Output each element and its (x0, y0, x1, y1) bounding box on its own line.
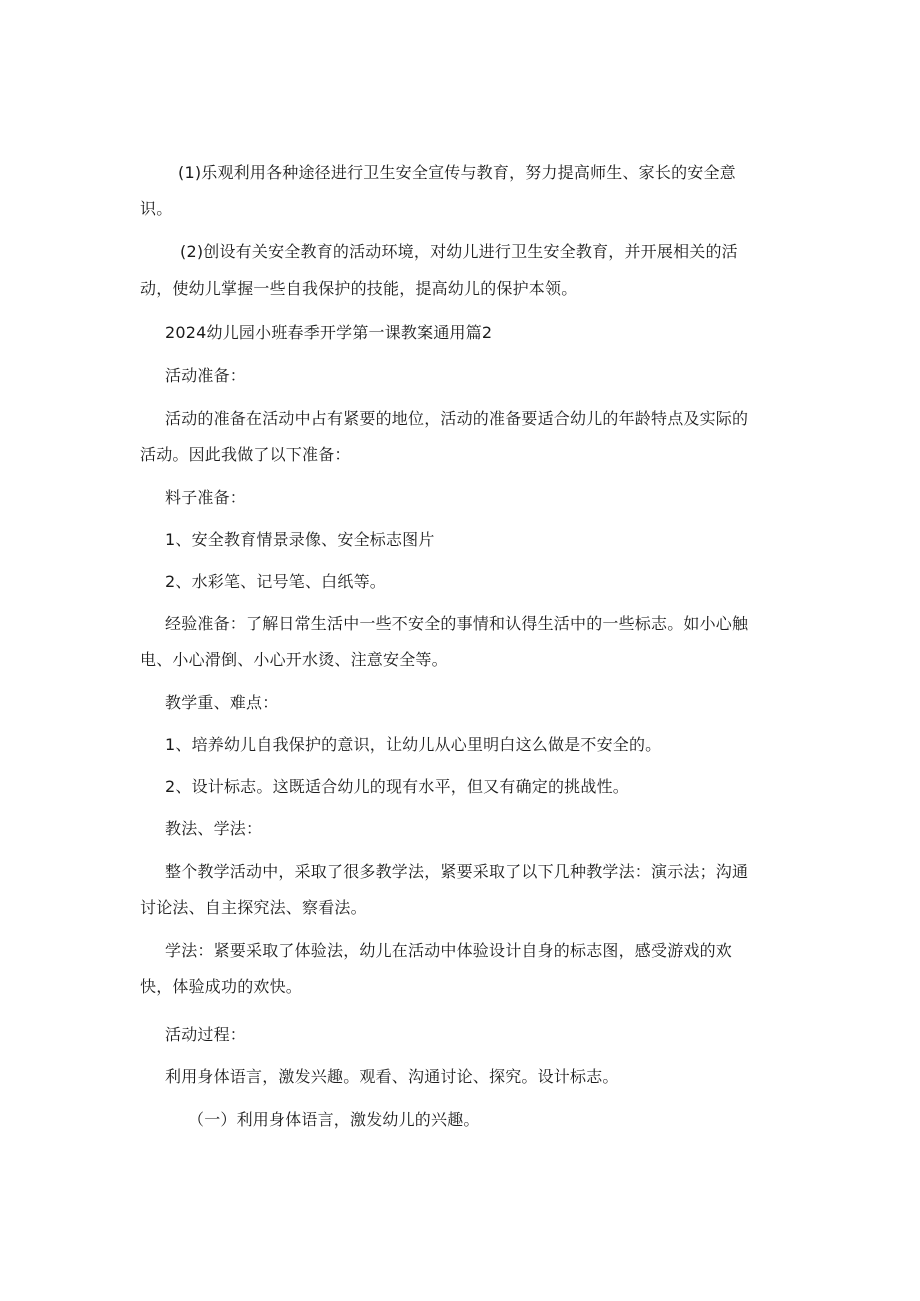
activity-preparation-label: 活动准备： (165, 366, 247, 385)
experience-preparation-line-1: 经验准备：了解日常生活中一些不安全的事情和认得生活中的一些标志。如小心触 (165, 614, 749, 633)
material-preparation-label: 料子准备： (165, 488, 247, 507)
key-point-2: 2、设计标志。这既适合幼儿的现有水平，但又有确定的挑战性。 (165, 777, 629, 796)
activity-process-label: 活动过程： (165, 1025, 247, 1044)
learning-methods-line-2: 快，体验成功的欢快。 (140, 977, 303, 996)
activity-step-1: （一）利用身体语言，激发幼儿的兴趣。 (188, 1110, 480, 1129)
paragraph-1-line-1: (1)乐观利用各种途径进行卫生安全宣传与教育，努力提高师生、家长的安全意 (178, 163, 736, 182)
section-heading: 2024幼儿园小班春季开学第一课教案通用篇2 (165, 323, 493, 342)
preparation-paragraph-line-2: 活动。因此我做了以下准备： (140, 445, 351, 464)
experience-preparation-line-2: 电、小心滑倒、小心开水烫、注意安全等。 (140, 650, 448, 669)
paragraph-2-line-1: (2)创设有关安全教育的活动环境，对幼儿进行卫生安全教育，并开展相关的活 (180, 242, 738, 261)
paragraph-2-line-2: 动，使幼儿掌握一些自我保护的技能，提高幼儿的保护本领。 (140, 279, 578, 298)
teaching-methods-label: 教法、学法： (165, 819, 263, 838)
activity-process-summary: 利用身体语言，激发兴趣。观看、沟通讨论、探究。设计标志。 (165, 1067, 619, 1086)
material-item-1: 1、安全教育情景录像、安全标志图片 (165, 530, 435, 549)
teaching-methods-line-2: 讨论法、自主探究法、察看法。 (140, 898, 367, 917)
material-item-2: 2、水彩笔、记号笔、白纸等。 (165, 572, 386, 591)
paragraph-1-line-2: 识。 (140, 199, 173, 218)
key-points-label: 教学重、难点： (165, 693, 279, 712)
preparation-paragraph-line-1: 活动的准备在活动中占有紧要的地位，活动的准备要适合幼儿的年龄特点及实际的 (165, 409, 749, 428)
learning-methods-line-1: 学法：紧要采取了体验法，幼儿在活动中体验设计自身的标志图，感受游戏的欢 (165, 941, 733, 960)
key-point-1: 1、培养幼儿自我保护的意识，让幼儿从心里明白这么做是不安全的。 (165, 735, 662, 754)
teaching-methods-line-1: 整个教学活动中，采取了很多教学法，紧要采取了以下几种教学法：演示法；沟通 (165, 862, 749, 881)
